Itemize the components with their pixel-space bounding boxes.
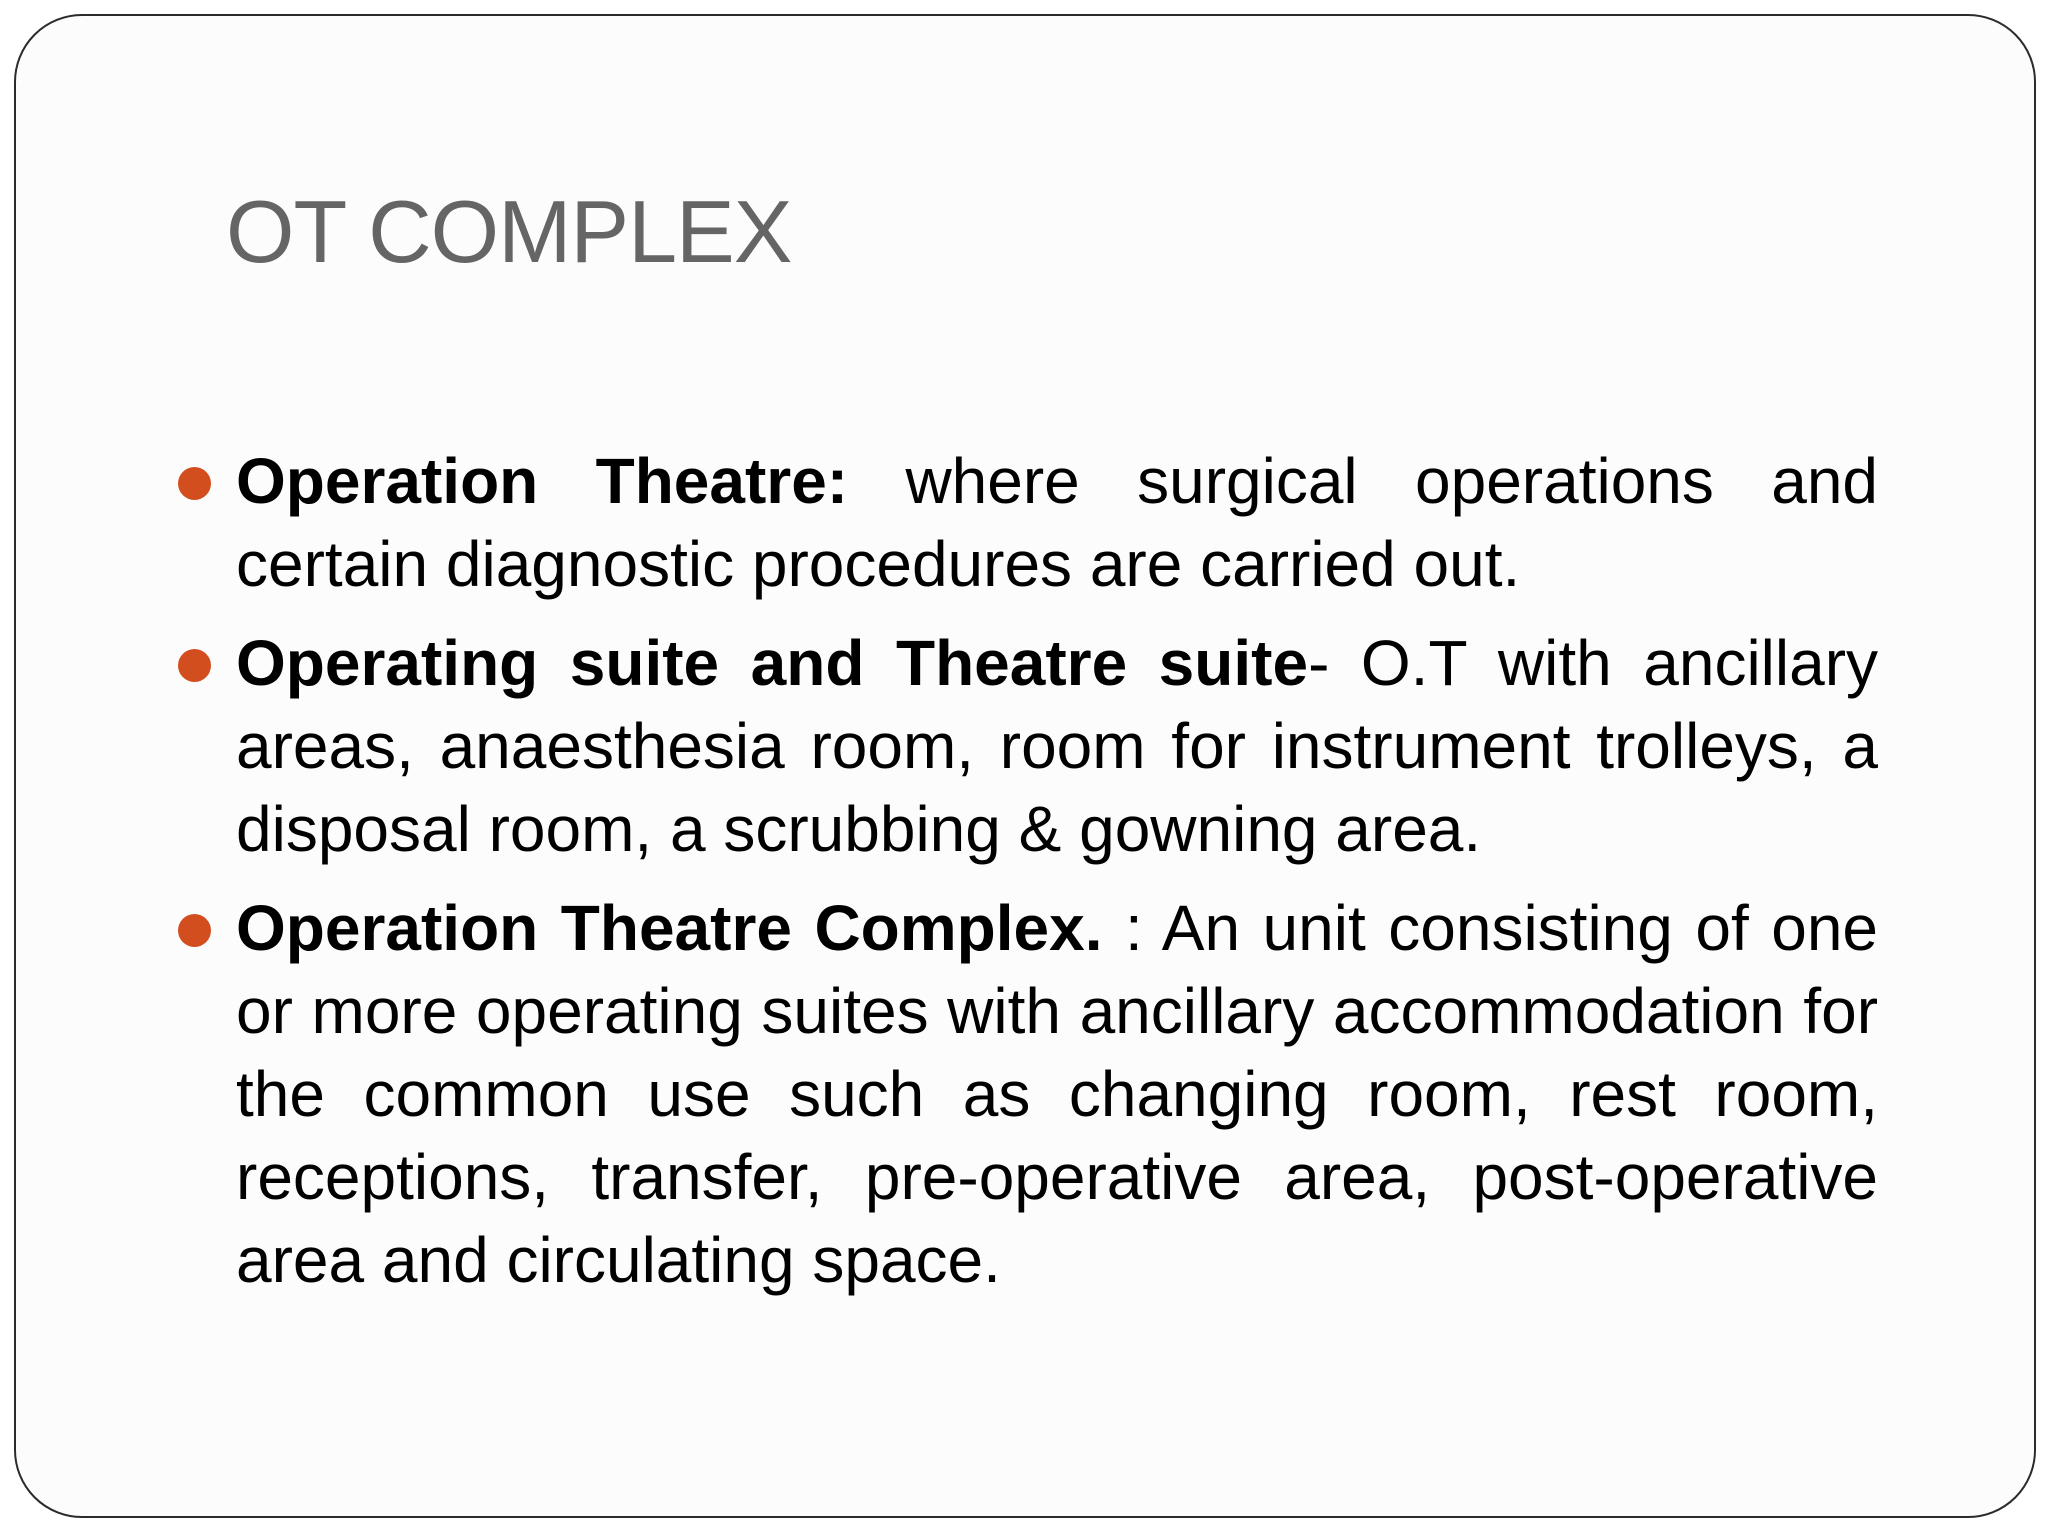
bullet-dot-icon [178, 649, 211, 682]
bullet-item-theatre-complex [178, 887, 1878, 1302]
bullet-text: - O.T with ancillary areas, anaesthesia room, room for instrument trolleys, a disposal room, a scrubbing & gowning area. [236, 627, 1879, 865]
bullet-term: Operation Theatre Complex. [236, 892, 1103, 964]
bullet-term: Operation Theatre: [236, 445, 849, 517]
bullet-item-operation-theatre [178, 440, 1878, 606]
bullet-dot-icon [178, 914, 211, 947]
slide-title: OT COMPLEX [226, 182, 792, 281]
bullet-list [178, 440, 1878, 1318]
bullet-dot-icon [178, 467, 211, 500]
bullet-text: : An unit consisting of one or more operating suites with ancillary accommodation for the common use such as changing room, rest room, receptions, transfer, pre-operative area, post-operative area and circulating space. [236, 892, 1879, 1296]
bullet-term: Operating suite and Theatre suite [236, 627, 1309, 699]
bullet-item-operating-suite [178, 622, 1878, 871]
bullet-text: where surgical operations and certain diagnostic procedures are carried out. [236, 445, 1879, 600]
